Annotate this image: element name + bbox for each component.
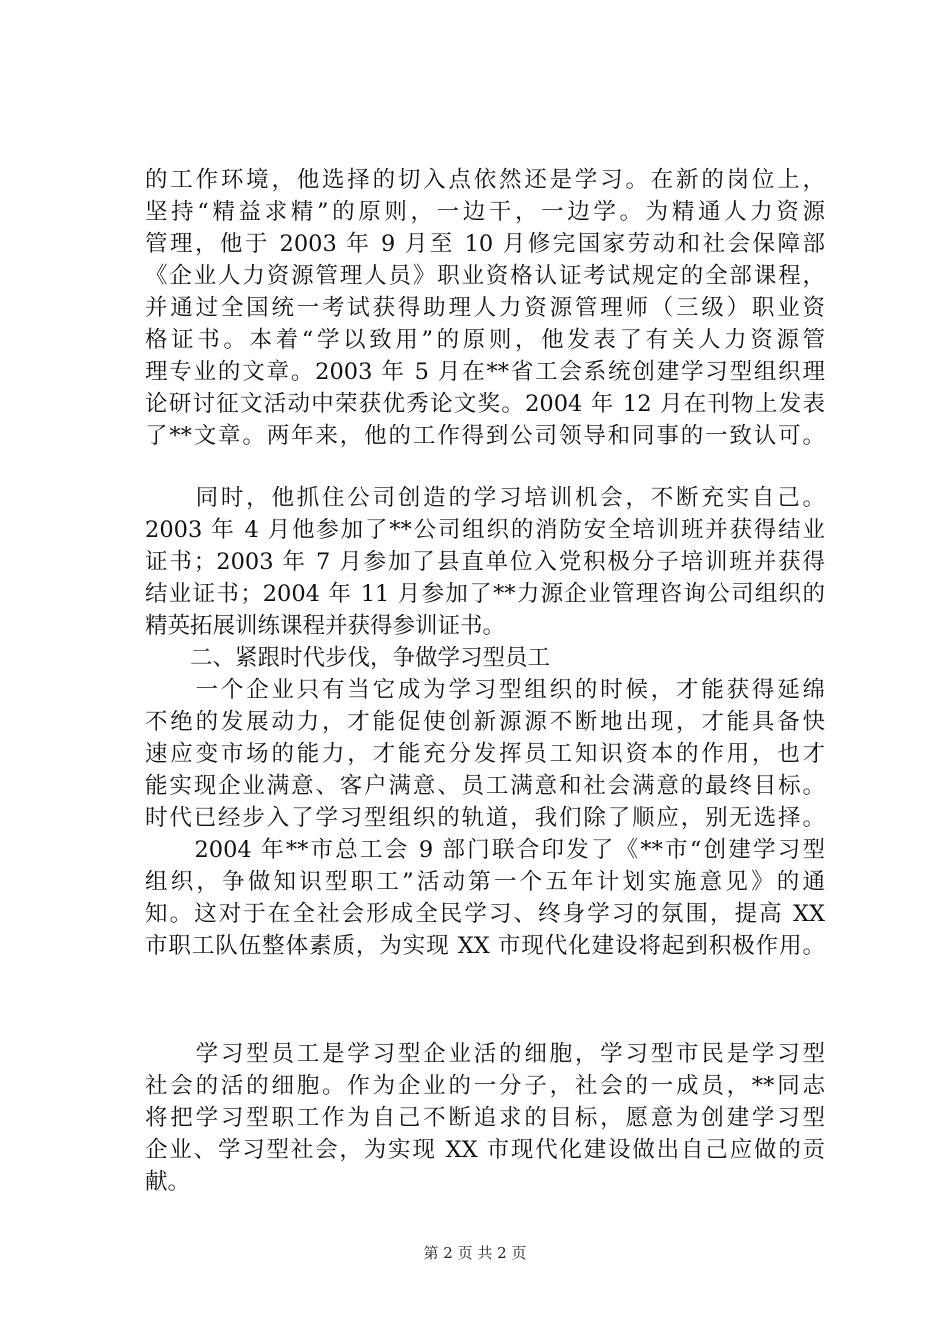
text-line: 的工作环境，他选择的切入点依然还是学习。在新的岗位上， [145, 167, 825, 193]
text-line: 结业证书；2004 年 11 月参加了**力源企业管理咨询公司组织的 [145, 581, 825, 607]
text-line: 理专业的文章。2003 年 5 月在**省工会系统创建学习型组织理 [145, 359, 825, 385]
text-line: 坚持“精益求精”的原则，一边干，一边学。为精通人力资源 [145, 199, 825, 225]
text-line: 不绝的发展动力，才能促使创新源源不断地出现，才能具备快 [145, 709, 825, 735]
text-line: 时代已经步入了学习型组织的轨道，我们除了顺应，别无选择。 [145, 805, 825, 831]
text-line: 格证书。本着“学以致用”的原则，他发表了有关人力资源管 [145, 327, 825, 353]
text-line: 精英拓展训练课程并获得参训证书。 [145, 613, 506, 639]
section-heading [145, 642, 825, 674]
text-line: 速应变市场的能力，才能充分发挥员工知识资本的作用，也才 [145, 741, 825, 767]
paragraph-2 [145, 482, 825, 642]
text-line: 献。 [145, 1169, 191, 1195]
text-line: 一个企业只有当它成为学习型组织的时候，才能获得延绵 [145, 677, 825, 703]
text-line: 能实现企业满意、客户满意、员工满意和社会满意的最终目标。 [145, 773, 825, 799]
text-line: 学习型员工是学习型企业活的细胞，学习型市民是学习型 [145, 1041, 825, 1067]
text-line: 同时，他抓住公司创造的学习培训机会，不断充实自己。 [145, 485, 825, 511]
text-line: 组织，争做知识型职工”活动第一个五年计划实施意见》的通 [145, 869, 825, 895]
text-line: 2004 年**市总工会 9 部门联合印发了《**市“创建学习型 [145, 837, 825, 863]
page-number-footer: 第 2 页 共 2 页 [423, 1244, 527, 1262]
paragraph-4 [145, 834, 825, 962]
text-line: 了**文章。两年来，他的工作得到公司领导和同事的一致认可。 [145, 423, 825, 449]
paragraph-5 [145, 1038, 825, 1198]
text-line: 知。这对于在全社会形成全民学习、终身学习的氛围，提高 XX [145, 901, 825, 927]
paragraph-3 [145, 674, 825, 834]
text-line: 企业、学习型社会，为实现 XX 市现代化建设做出自己应做的贡 [145, 1137, 825, 1163]
text-line: 2003 年 4 月他参加了**公司组织的消防安全培训班并获得结业 [145, 517, 825, 543]
text-line: 社会的活的细胞。作为企业的一分子，社会的一成员，**同志 [145, 1073, 825, 1099]
text-line: 市职工队伍整体素质，为实现 XX 市现代化建设将起到积极作用。 [145, 933, 825, 959]
text-line: 论研讨征文活动中荣获优秀论文奖。2004 年 12 月在刊物上发表 [145, 391, 825, 417]
text-line: 并通过全国统一考试获得助理人力资源管理师（三级）职业资 [145, 295, 825, 321]
paragraph-1 [145, 164, 825, 452]
text-line: 证书；2003 年 7 月参加了县直单位入党积极分子培训班并获得 [145, 549, 825, 575]
text-line: 将把学习型职工作为自己不断追求的目标，愿意为创建学习型 [145, 1105, 825, 1131]
section-heading-text: 二、紧跟时代步伐，争做学习型员工 [145, 645, 551, 671]
text-line: 管理，他于 2003 年 9 月至 10 月修完国家劳动和社会保障部 [145, 231, 825, 257]
text-line: 《企业人力资源管理人员》职业资格认证考试规定的全部课程， [145, 263, 825, 289]
